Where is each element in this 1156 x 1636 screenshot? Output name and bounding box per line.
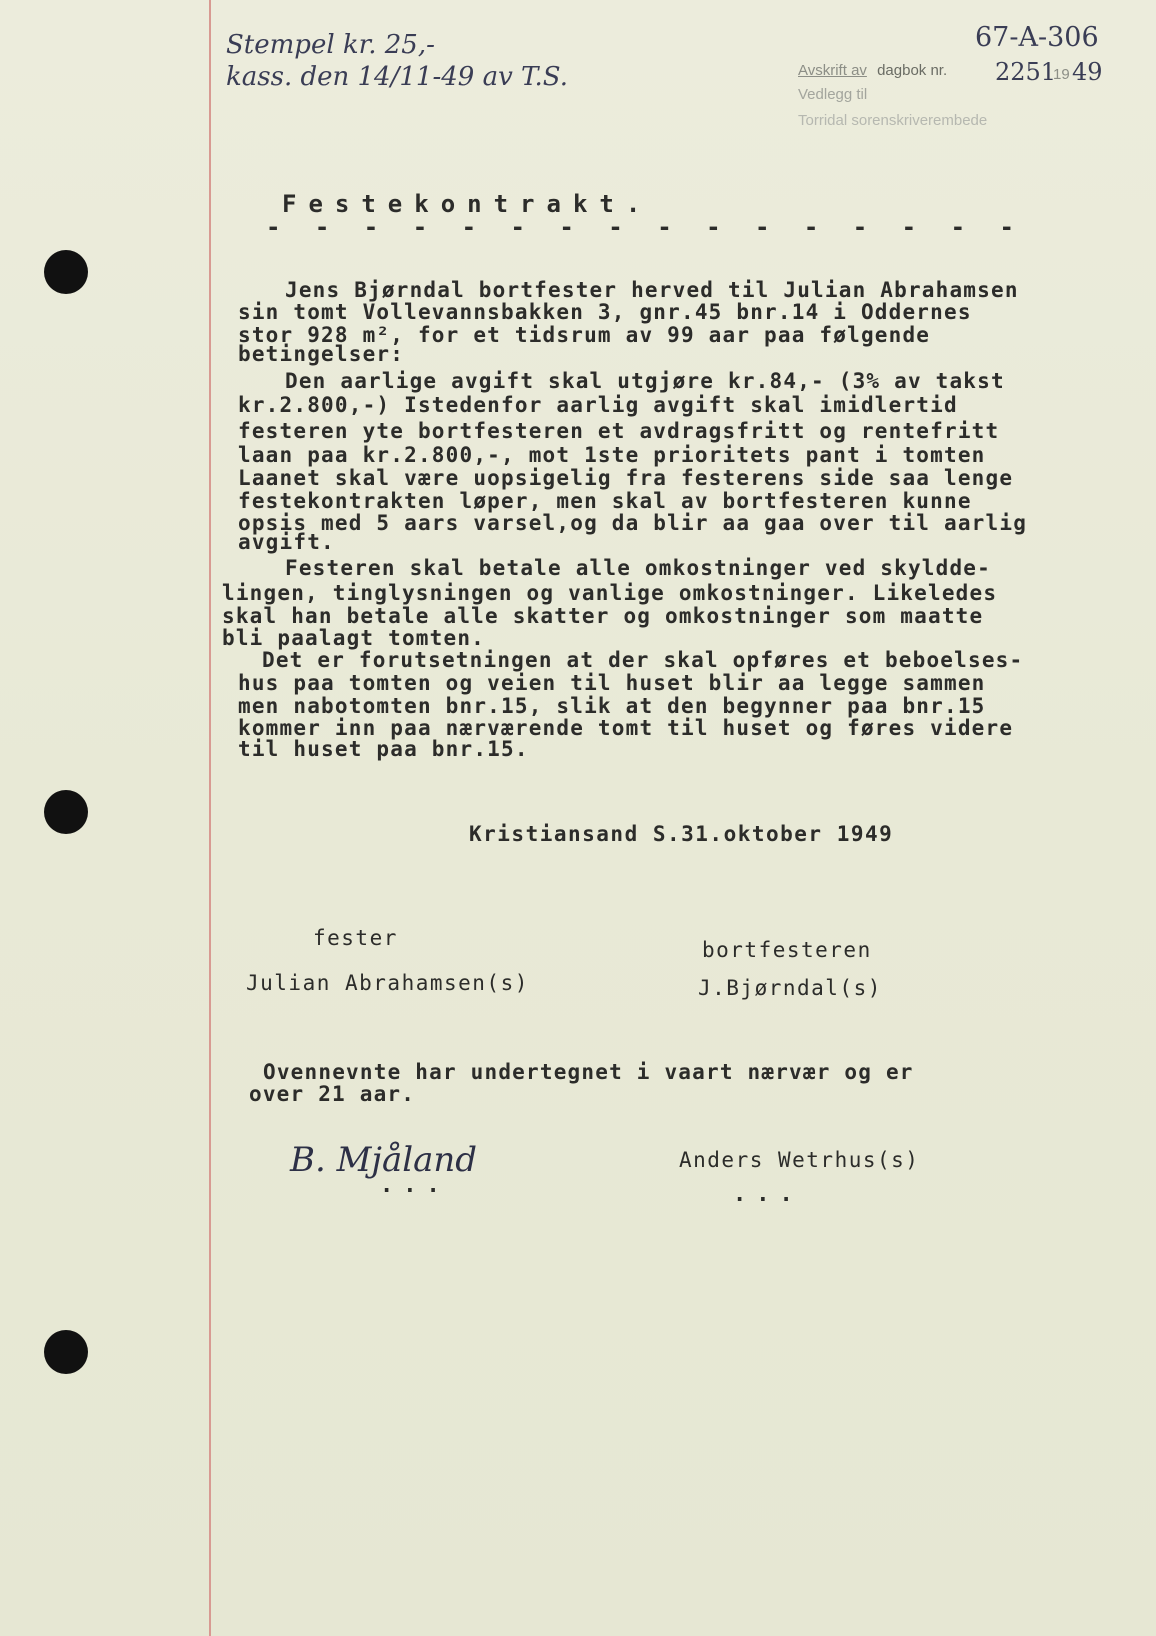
stamp-dagbok-number: 2251 bbox=[995, 58, 1057, 86]
stamp-year: 49 bbox=[1072, 58, 1103, 86]
body-line: festeren yte bortfesteren et avdragsfritt og rentefritt bbox=[238, 419, 1000, 443]
stamp-line-1 bbox=[798, 62, 947, 79]
body-line: hus paa tomten og veien til huset blir aa legge sammen bbox=[238, 671, 986, 695]
body-line: laan paa kr.2.800,-, mot 1ste prioritets pant i tomten bbox=[238, 443, 986, 467]
witness1-ellipsis: ... bbox=[380, 1173, 450, 1198]
witness2-name: Anders Wetrhus(s) bbox=[679, 1148, 920, 1172]
body-line: opsis med 5 aars varsel,og da blir aa gaa over til aarlig bbox=[238, 511, 1028, 535]
punch-hole-bottom bbox=[44, 1330, 88, 1374]
archive-reference: 67-A-306 bbox=[975, 22, 1099, 53]
stamp-avskrift-label: Avskrift av bbox=[798, 62, 867, 79]
title-underline: - - - - - - - - - - - - - - - - bbox=[266, 213, 1024, 241]
body-line: kr.2.800,-) Istedenfor aarlig avgift skal imidlertid bbox=[238, 393, 958, 417]
handwritten-stamp-note: Stempel kr. 25,- bbox=[226, 30, 435, 60]
bortfester-name: J.Bjørndal(s) bbox=[698, 976, 882, 1000]
stamp-year-prefix: 19 bbox=[1053, 66, 1070, 83]
body-line: til huset paa bnr.15. bbox=[238, 737, 529, 761]
body-line: sin tomt Vollevannsbakken 3, gnr.45 bnr.14 i Oddernes bbox=[238, 300, 972, 324]
body-line: bli paalagt tomten. bbox=[222, 626, 486, 650]
body-line: Den aarlige avgift skal utgjøre kr.84,- (3% av takst bbox=[285, 369, 1005, 393]
body-line: lingen, tinglysningen og vanlige omkostninger. Likeledes bbox=[222, 581, 998, 605]
body-line: kommer inn paa nærværende tomt til huset og føres videre bbox=[238, 716, 1014, 740]
witness-statement-line1: Ovennevnte har undertegnet i vaart nærvær og er bbox=[263, 1060, 914, 1084]
bortfester-label: bortfesteren bbox=[702, 938, 872, 962]
witness-statement-line2: over 21 aar. bbox=[249, 1082, 416, 1106]
fester-label: fester bbox=[313, 926, 398, 950]
handwritten-payment-note: kass. den 14/11-49 av T.S. bbox=[226, 62, 568, 92]
body-line: stor 928 m², for et tidsrum av 99 aar paa følgende bbox=[238, 323, 931, 347]
witness-handwritten-signature: B. Mjåland bbox=[290, 1140, 478, 1180]
body-line: Jens Bjørndal bortfester herved til Julian Abrahamsen bbox=[285, 278, 1019, 302]
body-line: Det er forutsetningen at der skal opføres et beboelses- bbox=[262, 648, 1024, 672]
place-date: Kristiansand S.31.oktober 1949 bbox=[469, 822, 894, 846]
body-line: avgift. bbox=[238, 530, 335, 554]
stamp-line-3: Torridal sorenskriverembede bbox=[798, 112, 988, 129]
body-line: Laanet skal være uopsigelig fra festerens side saa lenge bbox=[238, 466, 1014, 490]
document-title: Festekontrakt. bbox=[282, 190, 653, 218]
body-line: skal han betale alle skatter og omkostninger som maatte bbox=[222, 604, 984, 628]
stamp-line-2: Vedlegg til bbox=[798, 86, 868, 103]
body-line: betingelser: bbox=[238, 342, 405, 366]
stamp-dagbok-label: dagbok nr. bbox=[877, 62, 948, 79]
punch-hole-middle bbox=[44, 790, 88, 834]
body-line: Festeren skal betale alle omkostninger ved skyldde- bbox=[285, 556, 991, 580]
witness2-ellipsis: ... bbox=[733, 1182, 803, 1207]
punch-hole-top bbox=[44, 250, 88, 294]
red-margin-line bbox=[209, 0, 211, 1636]
body-line: festekontrakten løper, men skal av bortfesteren kunne bbox=[238, 489, 972, 513]
fester-name: Julian Abrahamsen(s) bbox=[246, 971, 529, 995]
body-line: men nabotomten bnr.15, slik at den begynner paa bnr.15 bbox=[238, 694, 986, 718]
